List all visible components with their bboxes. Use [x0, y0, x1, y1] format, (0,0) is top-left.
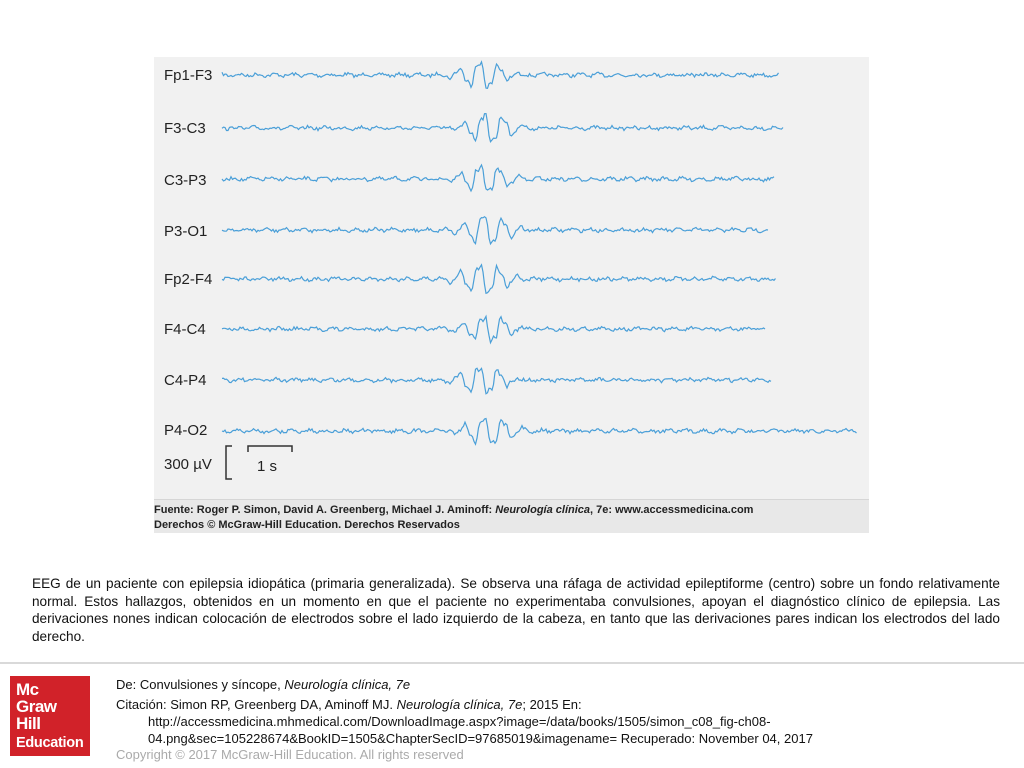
footer-divider	[0, 662, 1024, 664]
lead-label-c4-p4: C4-P4	[164, 372, 207, 389]
mcgraw-hill-logo: Mc Graw Hill Education	[10, 676, 90, 756]
eeg-trace-f3-c3	[222, 114, 783, 142]
lead-label-f3-c3: F3-C3	[164, 120, 206, 137]
eeg-trace-p4-o2	[222, 419, 857, 445]
source-line: Fuente: Roger P. Simon, David A. Greenberg, Michael J. Aminoff: Neurología clínica, 7e: www.accessmedicina.com	[154, 504, 754, 516]
figure-caption: EEG de un paciente con epilepsia idiopática (primaria generalizada). Se observa una ráfaga de actividad epileptiforme (centro) sobre un fondo relativamente normal. Estos hallazgos, obtenidos en un momento en que el paciente no experimentaba convulsiones, apoyan el diagnóstico clínico de epilepsia. Las derivaciones nones indican colocación de electrodos sobre el lado izquierdo de la cabeza, en tanto que las derivaciones pares indican los electrodos del lado derecho.	[32, 576, 1000, 644]
lead-label-p4-o2: P4-O2	[164, 422, 208, 439]
eeg-trace-fp1-f3	[222, 62, 779, 88]
lead-label-fp1-f3: Fp1-F3	[164, 67, 213, 84]
eeg-trace-c3-p3	[222, 165, 774, 191]
citation-url: http://accessmedicina.mhmedical.com/DownloadImage.aspx?image=/data/books/1505/simon_c08_fig-ch08-	[148, 714, 771, 729]
lead-label-p3-o1: P3-O1	[164, 223, 208, 240]
scale-time-label: 1 s	[257, 458, 278, 475]
rights-line: Derechos © McGraw-Hill Education. Derechos Reservados	[154, 519, 460, 531]
lead-label-fp2-f4: Fp2-F4	[164, 271, 213, 288]
lead-label-c3-p3: C3-P3	[164, 172, 207, 189]
citation-url-continued: 04.png&sec=105228674&BookID=1505&ChapterSecID=97685019&imagename= Recuperado: November 04, 2017	[148, 731, 813, 746]
source-chapter: De: Convulsiones y síncope, Neurología clínica, 7e	[116, 677, 411, 692]
amplitude-scale-bar	[226, 446, 232, 479]
lead-label-f4-c4: F4-C4	[164, 321, 206, 338]
eeg-trace-p3-o1	[222, 217, 768, 244]
copyright-notice: Copyright © 2017 McGraw-Hill Education. All rights reserved	[116, 747, 464, 762]
eeg-trace-c4-p4	[222, 368, 771, 394]
scale-amplitude-label: 300 µV	[164, 456, 212, 473]
citation: Citación: Simon RP, Greenberg DA, Aminoff MJ. Neurología clínica, 7e; 2015 En:	[116, 697, 582, 712]
eeg-trace-fp2-f4	[222, 265, 776, 294]
eeg-traces	[154, 57, 869, 497]
figure-credits	[154, 499, 869, 533]
eeg-trace-f4-c4	[222, 316, 765, 342]
time-scale-bar	[248, 446, 292, 452]
eeg-figure	[154, 57, 869, 532]
